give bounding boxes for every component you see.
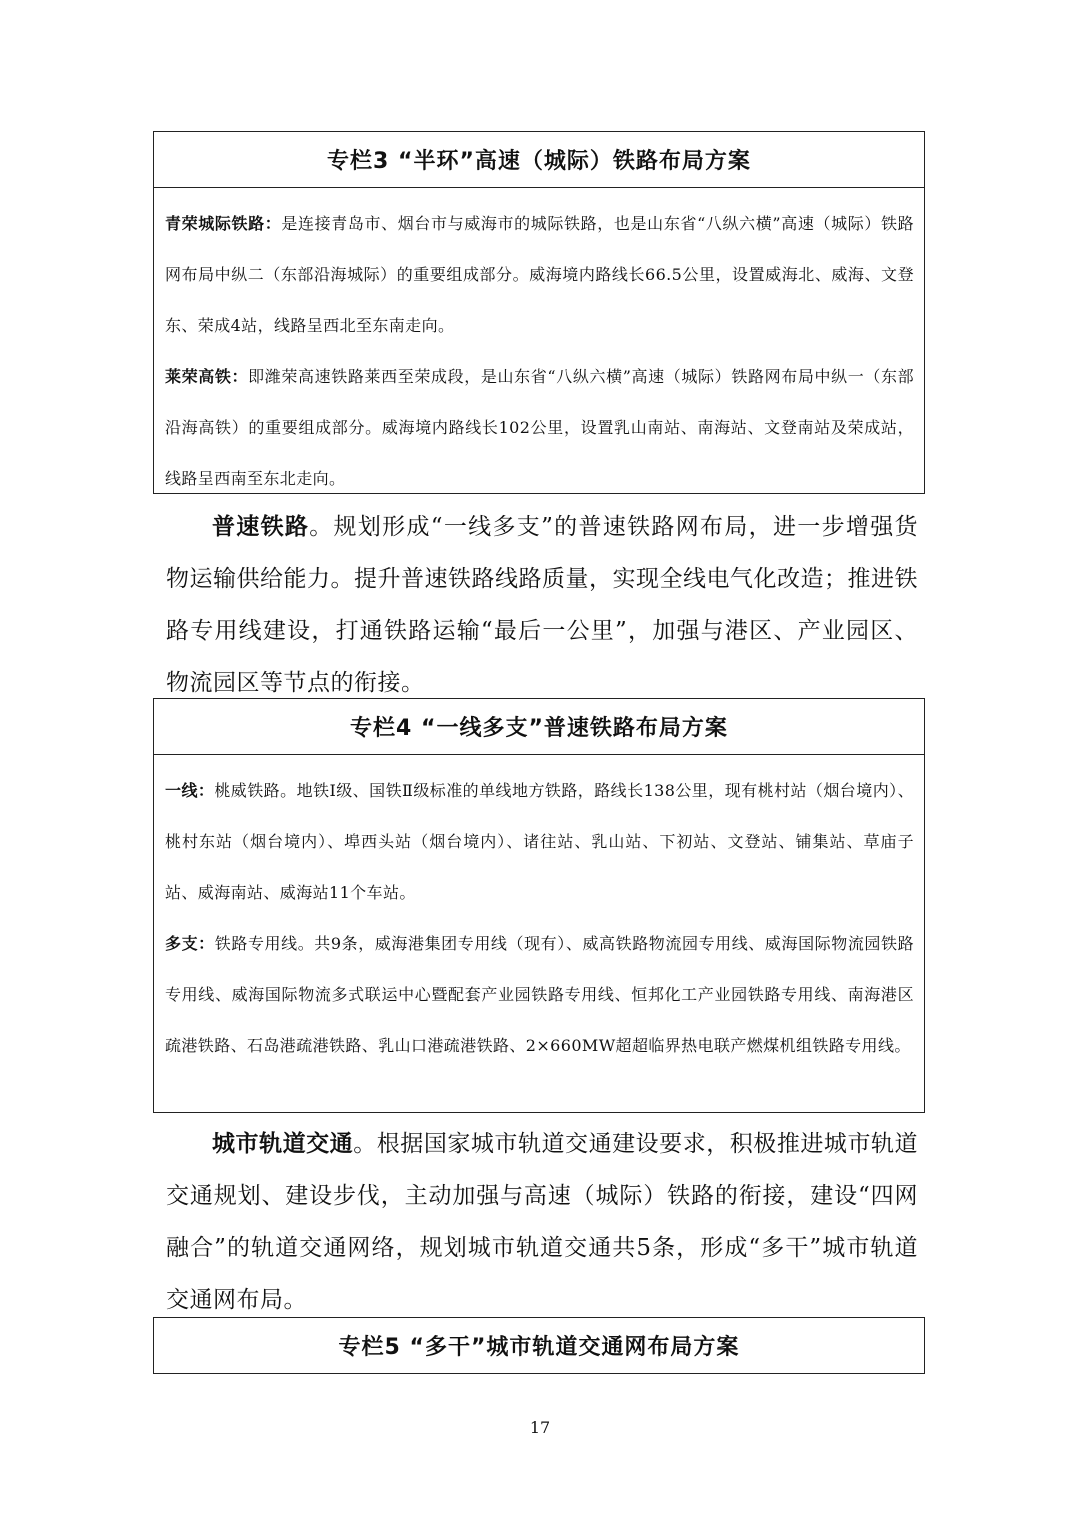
entry-label: 一线： bbox=[165, 781, 215, 800]
entry-text: 即潍荣高速铁路莱西至荣成段，是山东省“八纵六横”高速（城际）铁路网布局中纵一（东部沿海高铁）的重要组成部分。威海境内路线长102公里，设置乳山南站、南海站、文登南站及荣成站，线路呈西南至东北走向。 bbox=[165, 367, 914, 488]
box-column-5-title: 专栏5 “多干”城市轨道交通网布局方案 bbox=[338, 1335, 740, 1360]
box-column-3-entry bbox=[165, 351, 914, 504]
box-column-4-title: 专栏4 “一线多支”普速铁路布局方案 bbox=[154, 699, 924, 755]
paragraph-lead: 普速铁路 bbox=[212, 514, 310, 540]
paragraph-conventional-railway bbox=[166, 501, 918, 709]
paragraph-text: 。根据国家城市轨道交通建设要求，积极推进城市轨道交通规划、建设步伐，主动加强与高速（城际）铁路的衔接，建设“四网融合”的轨道交通网络，规划城市轨道交通共5条，形成“多干”城市轨道交通网布局。 bbox=[166, 1131, 919, 1313]
entry-label: 青荣城际铁路： bbox=[165, 214, 282, 233]
box-column-4 bbox=[153, 698, 925, 1113]
box-column-3-title: 专栏3 “半环”高速（城际）铁路布局方案 bbox=[154, 132, 924, 188]
box-column-5 bbox=[153, 1317, 925, 1374]
entry-label: 多支： bbox=[165, 934, 215, 953]
entry-label: 莱荣高铁： bbox=[165, 367, 249, 386]
paragraph-text: 。规划形成“一线多支”的普速铁路网布局，进一步增强货物运输供给能力。提升普速铁路线路质量，实现全线电气化改造；推进铁路专用线建设，打通铁路运输“最后一公里”，加强与港区、产业园区、物流园区等节点的衔接。 bbox=[166, 514, 918, 696]
entry-text: 是连接青岛市、烟台市与威海市的城际铁路，也是山东省“八纵六横”高速（城际）铁路网布局中纵二（东部沿海城际）的重要组成部分。威海境内路线长66.5公里，设置威海北、威海、文登东、荣成4站，线路呈西北至东南走向。 bbox=[165, 214, 914, 335]
box-column-3-entry bbox=[165, 198, 914, 351]
paragraph-urban-rail-transit bbox=[166, 1118, 918, 1326]
paragraph-lead: 城市轨道交通 bbox=[212, 1131, 354, 1157]
entry-text: 桃威铁路。地铁Ⅰ级、国铁Ⅱ级标准的单线地方铁路，路线长138公里，现有桃村站（烟台境内）、桃村东站（烟台境内）、埠西头站（烟台境内）、诸往站、乳山站、下初站、文登站、铺集站、草庙子站、威海南站、威海站11个车站。 bbox=[165, 781, 914, 902]
page-number: 17 bbox=[529, 1418, 551, 1437]
box-column-4-entry bbox=[165, 765, 914, 918]
box-column-3 bbox=[153, 131, 925, 494]
box-column-4-entry bbox=[165, 918, 914, 1071]
box-column-3-body bbox=[154, 188, 924, 504]
box-column-4-body bbox=[154, 755, 924, 1071]
entry-text: 铁路专用线。共9条，威海港集团专用线（现有）、威高铁路物流园专用线、威海国际物流园铁路专用线、威海国际物流多式联运中心暨配套产业园铁路专用线、恒邦化工产业园铁路专用线、南海港区疏港铁路、石岛港疏港铁路、乳山口港疏港铁路、2×660MW超超临界热电联产燃煤机组铁路专用线。 bbox=[165, 934, 914, 1055]
